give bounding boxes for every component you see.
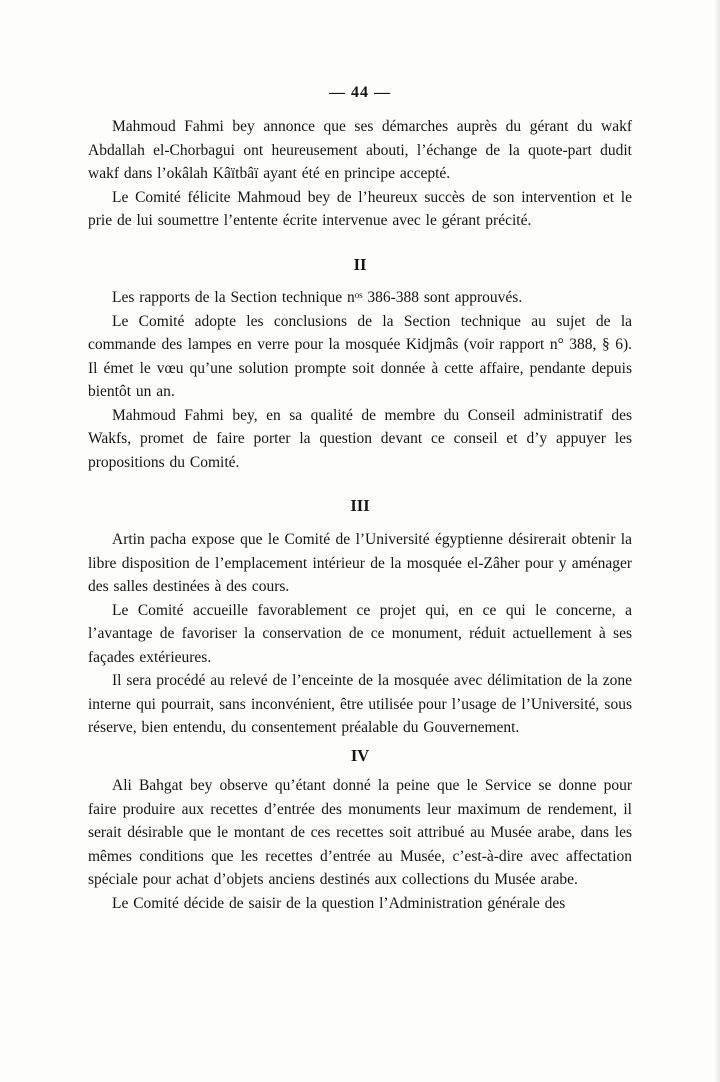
paragraph-comite-accueille: Le Comité accueille favorablement ce projet qui, en ce qui le concerne, a l’avantage de favoriser la conservation de ce monument, réduit actuellement à ses façades extérieures.: [88, 601, 632, 666]
paragraph-mahmoud-announce: Mahmoud Fahmi bey annonce que ses démarches auprès du gérant du wakf Abdallah el-Chorbagui ont heureusement abouti, l’échange de la quote-part dudit wakf dans l’okâlah Kâïtbâï ayant été en principe accepté.: [88, 118, 632, 182]
section-heading-ii: II: [353, 254, 367, 274]
paragraph-lampes-kidjmas: Le Comité adopte les conclusions de la Section technique au sujet de la commande des lampes en verre pour la mosquée Kidjmâs (voir rapport n° 388, § 6). Il émet le vœu qu’une solution prompte soit donnée à cette affaire, pendante depuis bientôt un an.: [88, 312, 632, 401]
paragraph-conseil-wakfs: Mahmoud Fahmi bey, en sa qualité de membre du Conseil administratif des Wakfs, promet de faire porter la question devant ce conseil et d’y appuyer les propositions du Comité.: [88, 406, 632, 471]
paragraph-rapports-approuves: Les rapports de la Section technique nᵒˢ 386-388 sont approuvés.: [112, 289, 523, 307]
paragraph-comite-decide: Le Comité décide de saisir de la question l’Administration générale des: [112, 894, 566, 912]
section-heading-iv: IV: [350, 745, 370, 765]
text-column: [88, 84, 632, 915]
paragraph-comite-felicite: Le Comité félicite Mahmoud bey de l’heureux succès de son intervention et le prie de lui soumettre l’entente écrite intervenue avec le gérant précité.: [88, 188, 632, 229]
paragraph-artin-pacha: Artin pacha expose que le Comité de l’Université égyptienne désirerait obtenir la libre disposition de l’emplacement intérieur de la mosquée el-Zâher pour y aménager des salles destinées à des cours.: [88, 531, 632, 596]
paragraph-ali-bahgat: Ali Bahgat bey observe qu’étant donné la peine que le Service se donne pour faire produire aux recettes d’entrée des monuments leur maximum de rendement, il serait désirable que le montant de ces recettes soit attribué au Musée arabe, dans les mêmes conditions que les recettes d’entrée au Musée, c’est-à-dire avec affectation spéciale pour achat d’objets anciens destinés aux collections du Musée arabe.: [88, 777, 632, 889]
paragraph-releve-enceinte: Il sera procédé au relevé de l’enceinte de la mosquée avec délimitation de la zone interne qui pourrait, sans inconvénient, être utilisée pour l’usage de l’Université, sous réserve, bien entendu, du consentement préalable du Gouvernement.: [88, 672, 632, 737]
page-number: — 44 —: [329, 84, 391, 101]
section-heading-iii: III: [350, 496, 370, 516]
